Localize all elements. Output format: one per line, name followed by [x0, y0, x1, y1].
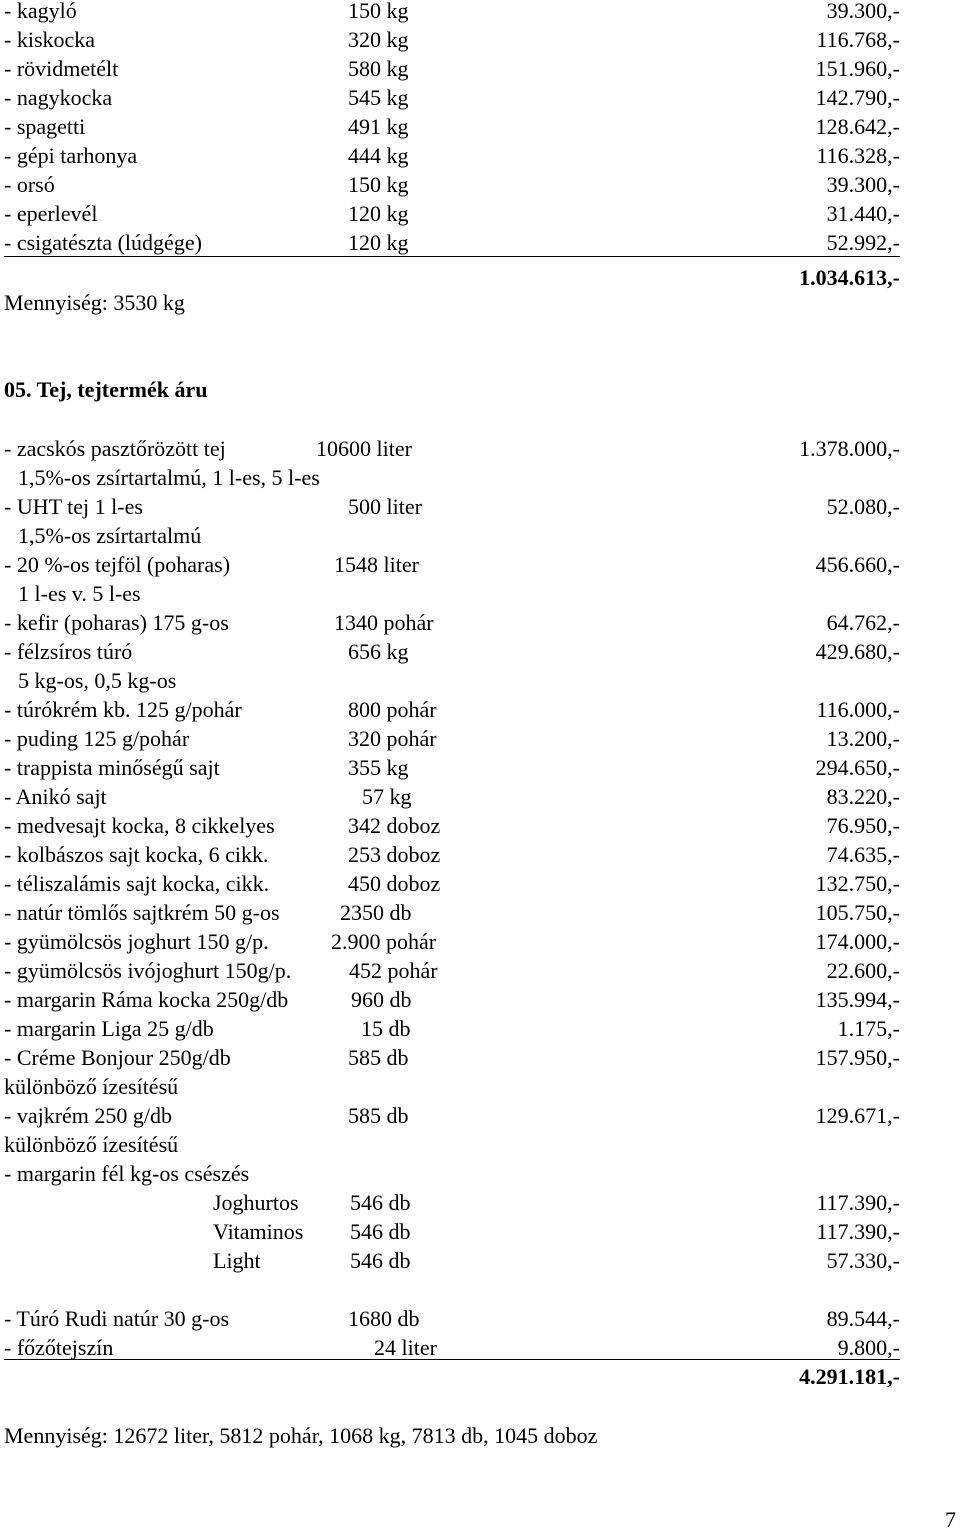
list-item: - Anikó sajt 57 kg 83.220,- — [4, 784, 900, 809]
total-rule — [4, 256, 900, 257]
list-item: - eperlevél 120 kg 31.440,- — [4, 201, 900, 226]
list-item: - margarin Liga 25 g/db 15 db 1.175,- — [4, 1016, 900, 1041]
list-item: - főzőtejszín 24 liter 9.800,- — [4, 1335, 900, 1360]
list-item: - kiskocka 320 kg 116.768,- — [4, 27, 900, 52]
list-item: - spagetti 491 kg 128.642,- — [4, 114, 900, 139]
quantity-summary: Mennyiség: 12672 liter, 5812 pohár, 1068 kg, 7813 db, 1045 doboz — [4, 1423, 598, 1448]
list-item: - zacskós pasztőrözött tej 10600 liter 1.378.000,- — [4, 436, 900, 461]
page-number: 7 — [945, 1507, 956, 1532]
list-item: - téliszalámis sajt kocka, cikk. 450 doboz 132.750,- — [4, 871, 900, 896]
list-item: - kagyló 150 kg 39.300,- — [4, 0, 900, 23]
quantity-summary: Mennyiség: 3530 kg — [4, 290, 185, 315]
list-item: - gyümölcsös joghurt 150 g/p. 2.900 pohár 174.000,- — [4, 929, 900, 954]
section-total: 1.034.613,- — [799, 265, 900, 290]
list-item: - margarin fél kg-os csészés — [4, 1161, 250, 1186]
list-item: - UHT tej 1 l-es 500 liter 52.080,- — [4, 494, 900, 519]
list-item-note: különböző ízesítésű — [4, 1132, 179, 1157]
list-item: - kefir (poharas) 175 g-os 1340 pohár 64.762,- — [4, 610, 900, 635]
list-item: - 20 %-os tejföl (poharas) 1548 liter 456.660,- — [4, 552, 900, 577]
list-item: - medvesajt kocka, 8 cikkelyes 342 doboz 76.950,- — [4, 813, 900, 838]
list-subitem: Light 546 db 57.330,- — [213, 1248, 900, 1273]
list-item: - vajkrém 250 g/db 585 db 129.671,- — [4, 1103, 900, 1128]
list-item: - Túró Rudi natúr 30 g-os 1680 db 89.544,- — [4, 1306, 900, 1331]
list-item-note: 1,5%-os zsírtartalmú, 1 l-es, 5 l-es — [18, 465, 320, 490]
list-item: - félzsíros túró 656 kg 429.680,- — [4, 639, 900, 664]
section-total: 4.291.181,- — [799, 1364, 900, 1389]
list-item: - rövidmetélt 580 kg 151.960,- — [4, 56, 900, 81]
list-item: - margarin Ráma kocka 250g/db 960 db 135.994,- — [4, 987, 900, 1012]
list-item: - nagykocka 545 kg 142.790,- — [4, 85, 900, 110]
list-item: - puding 125 g/pohár 320 pohár 13.200,- — [4, 726, 900, 751]
list-item: - orsó 150 kg 39.300,- — [4, 172, 900, 197]
total-rule — [4, 1359, 900, 1360]
list-item: - túrókrém kb. 125 g/pohár 800 pohár 116.000,- — [4, 697, 900, 722]
list-item: - Créme Bonjour 250g/db 585 db 157.950,- — [4, 1045, 900, 1070]
list-item: - natúr tömlős sajtkrém 50 g-os 2350 db 105.750,- — [4, 900, 900, 925]
list-item: - trappista minőségű sajt 355 kg 294.650,- — [4, 755, 900, 780]
list-subitem: Joghurtos 546 db 117.390,- — [213, 1190, 900, 1215]
list-subitem: Vitaminos 546 db 117.390,- — [213, 1219, 900, 1244]
list-item-note: 5 kg-os, 0,5 kg-os — [18, 668, 177, 693]
list-item-note: különböző ízesítésű — [4, 1074, 179, 1099]
list-item: - kolbászos sajt kocka, 6 cikk. 253 doboz 74.635,- — [4, 842, 900, 867]
section-heading: 05. Tej, tejtermék áru — [4, 377, 208, 402]
list-item-note: 1,5%-os zsírtartalmú — [18, 523, 202, 548]
list-item: - csigatészta (lúdgége) 120 kg 52.992,- — [4, 230, 900, 255]
list-item-note: 1 l-es v. 5 l-es — [18, 581, 141, 606]
list-item: - gyümölcsös ivójoghurt 150g/p. 452 pohár 22.600,- — [4, 958, 900, 983]
list-item: - gépi tarhonya 444 kg 116.328,- — [4, 143, 900, 168]
